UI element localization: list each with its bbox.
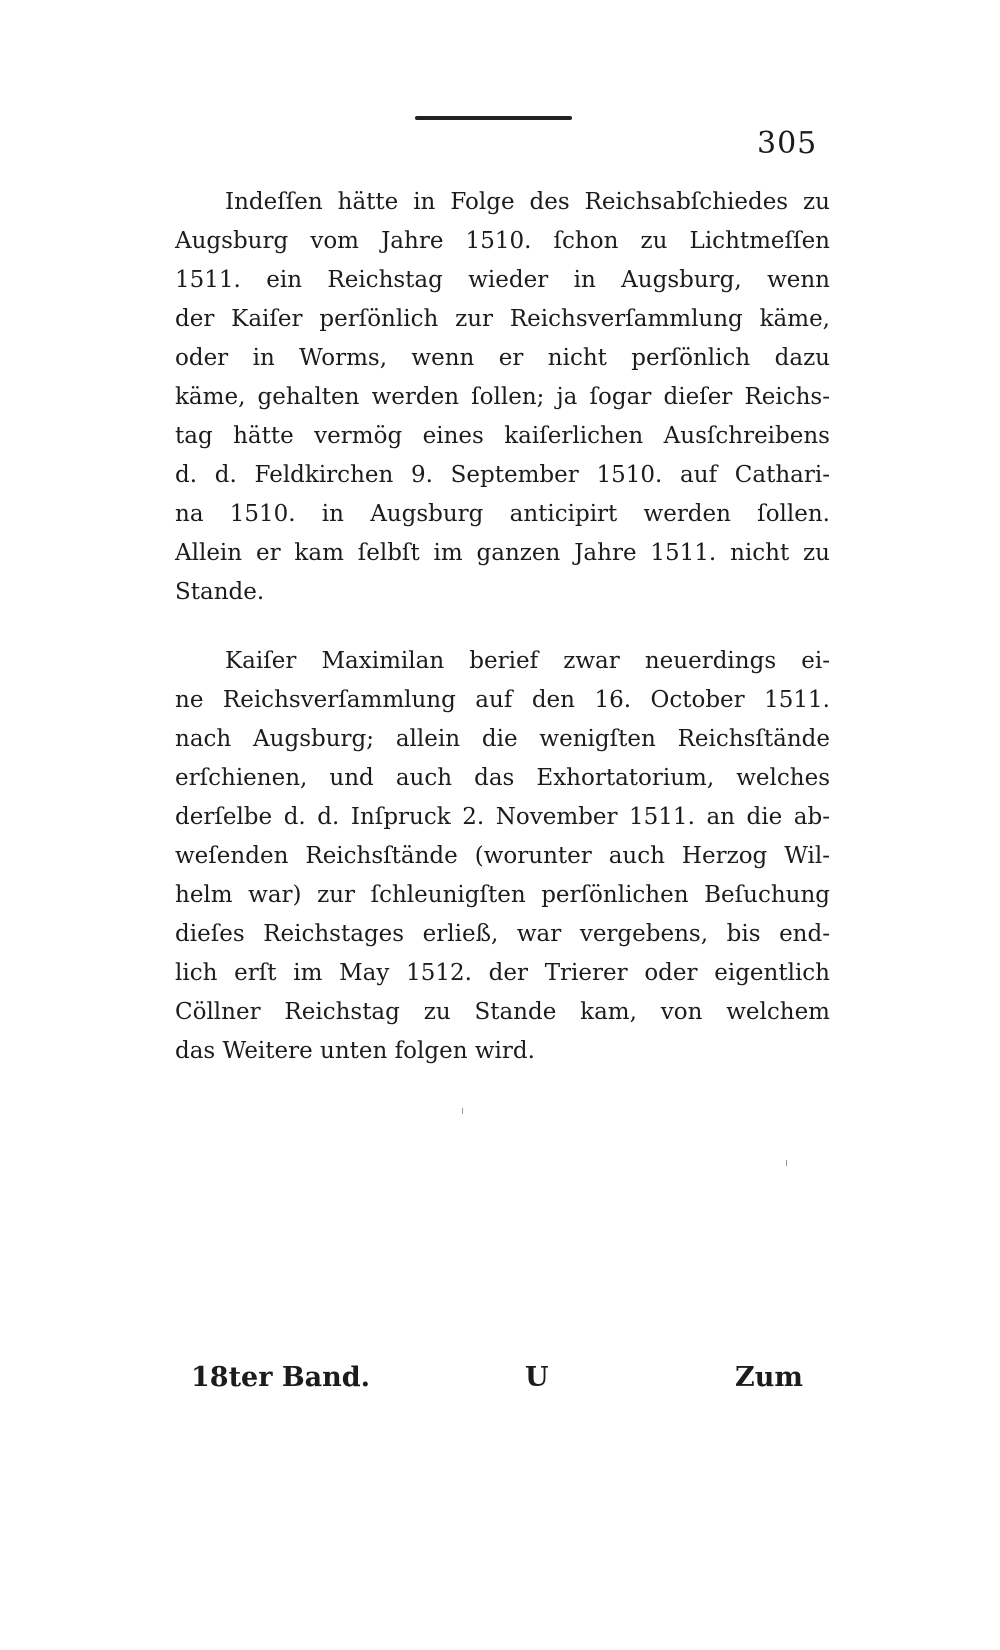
page-number: 305 <box>757 126 818 161</box>
paragraph-2 <box>175 642 830 1071</box>
text-line: Stande. <box>175 579 265 605</box>
text-line: dieſes Reichstages erließ, war vergebens, bis end- <box>175 921 830 947</box>
text-line: erſchienen, und auch das Exhortatorium, welches <box>175 765 830 791</box>
text-line: ne Reichsverſammlung auf den 16. October 1511. <box>175 687 830 713</box>
text-line: Cöllner Reichstag zu Stande kam, von welchem <box>175 999 830 1025</box>
text-line: tag hätte vermög eines kaiſerlichen Ausſchreibens <box>175 423 830 449</box>
text-line: das Weitere unten folgen wird. <box>175 1038 535 1064</box>
signature-mark: U <box>525 1362 549 1393</box>
text-line: Allein er kam ſelbſt im ganzen Jahre 1511. nicht zu <box>175 540 830 566</box>
paper-speck <box>786 1160 787 1166</box>
text-line: Kaiſer Maximilan berief zwar neuerdings ei- <box>225 648 830 674</box>
text-line: weſenden Reichsſtände (worunter auch Herzog Wil- <box>175 843 830 869</box>
text-line: d. d. Feldkirchen 9. September 1510. auf Cathari- <box>175 462 830 488</box>
signature-volume: 18ter Band. <box>191 1362 371 1393</box>
paper-speck <box>462 1108 463 1114</box>
text-line: oder in Worms, wenn er nicht perſönlich dazu <box>175 345 830 371</box>
text-line: 1511. ein Reichstag wieder in Augsburg, wenn <box>175 267 830 293</box>
text-line: käme, gehalten werden ſollen; ja ſogar dieſer Reichs- <box>175 384 830 410</box>
text-line: derſelbe d. d. Inſpruck 2. November 1511. an die ab- <box>175 804 830 830</box>
paragraph-1 <box>175 183 830 612</box>
catchword: Zum <box>735 1362 803 1393</box>
text-line: na 1510. in Augsburg anticipirt werden ſollen. <box>175 501 830 527</box>
header-rule <box>415 116 572 120</box>
text-line: Indeſſen hätte in Folge des Reichsabſchiedes zu <box>225 189 830 215</box>
text-line: Augsburg vom Jahre 1510. ſchon zu Lichtmeſſen <box>175 228 830 254</box>
text-line: nach Augsburg; allein die wenigſten Reichsſtände <box>175 726 830 752</box>
text-line: lich erſt im May 1512. der Trierer oder eigentlich <box>175 960 830 986</box>
text-line: helm war) zur ſchleunigſten perſönlichen Beſuchung <box>175 882 830 908</box>
text-line: der Kaiſer perſönlich zur Reichsverſammlung käme, <box>175 306 830 332</box>
